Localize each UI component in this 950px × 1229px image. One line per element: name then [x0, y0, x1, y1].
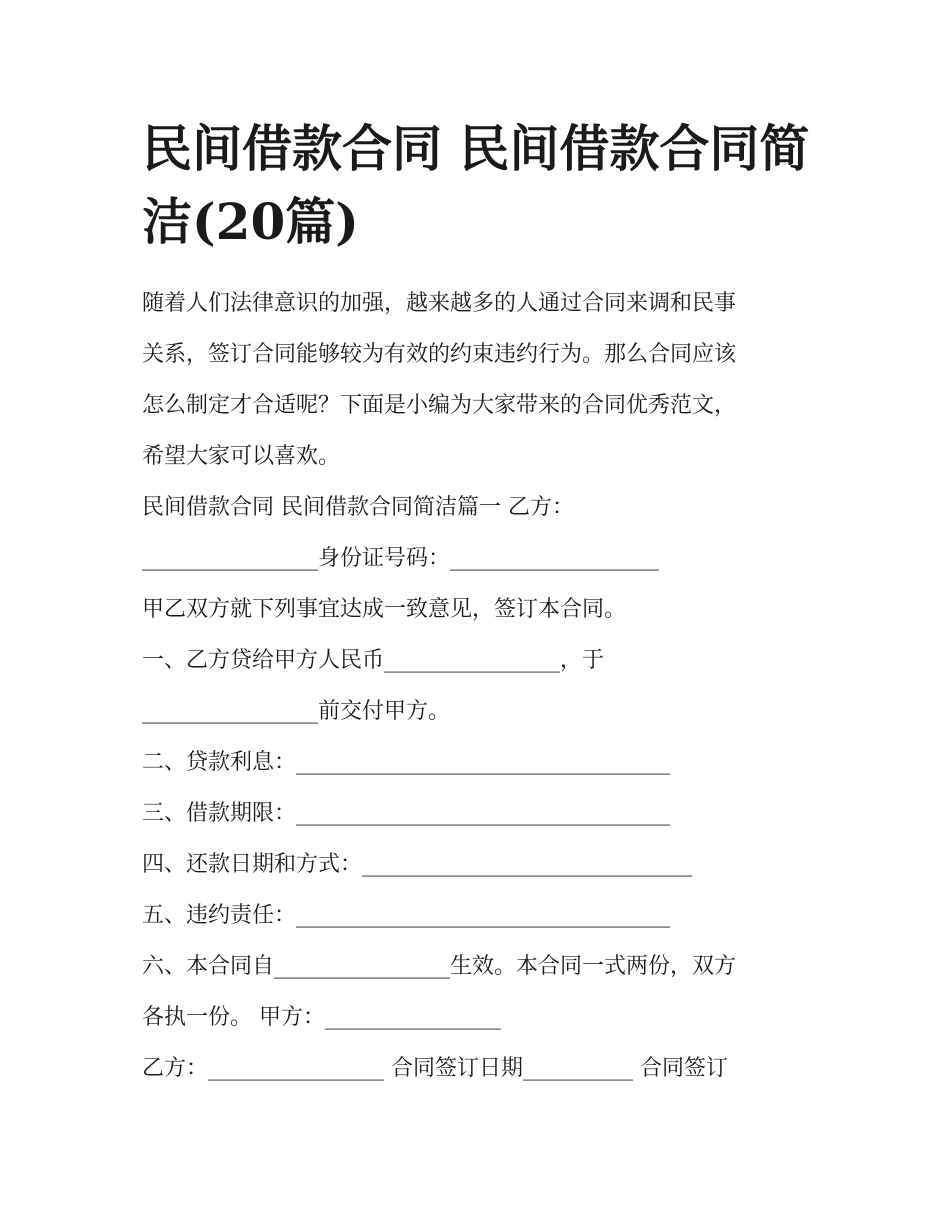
party-b-line: 乙方：________________ 合同签订日期__________ 合同签订: [142, 1056, 728, 1081]
intro-line: 关系，签订合同能够较为有效的约束违约行为。那么合同应该: [142, 342, 737, 367]
title-line: 洁(20篇): [142, 192, 359, 251]
title-line: 民间借款合同 民间借款合同简: [142, 119, 810, 178]
section-heading-line: 民间借款合同 民间借款合同简洁篇一 乙方：: [142, 495, 574, 520]
party-a-line: 各执一份。 甲方：________________: [142, 1005, 501, 1030]
clause-effective: 六、本合同自________________生效。本合同一式两份，双方: [142, 954, 737, 979]
intro-line: 怎么制定才合适呢？下面是小编为大家带来的合同优秀范文，: [142, 393, 737, 418]
clause-term: 三、借款期限：__________________________________: [142, 801, 671, 826]
intro-line: 希望大家可以喜欢。: [142, 444, 341, 469]
agreement-line: 甲乙双方就下列事宜达成一致意见，签订本合同。: [142, 597, 627, 622]
id-number-line: ________________身份证号码：___________________: [142, 546, 660, 571]
clause-repayment: 四、还款日期和方式：______________________________: [142, 852, 693, 877]
clause-loan-amount: 一、乙方贷给甲方人民币________________，于: [142, 648, 605, 673]
document-title: [142, 112, 832, 258]
intro-line: 随着人们法律意识的加强，越来越多的人通过合同来调和民事: [142, 291, 737, 316]
clause-delivery: ________________前交付甲方。: [142, 699, 451, 724]
clause-liability: 五、违约责任：__________________________________: [142, 903, 671, 928]
document-body: [142, 278, 832, 1094]
clause-interest: 二、贷款利息：__________________________________: [142, 750, 671, 775]
